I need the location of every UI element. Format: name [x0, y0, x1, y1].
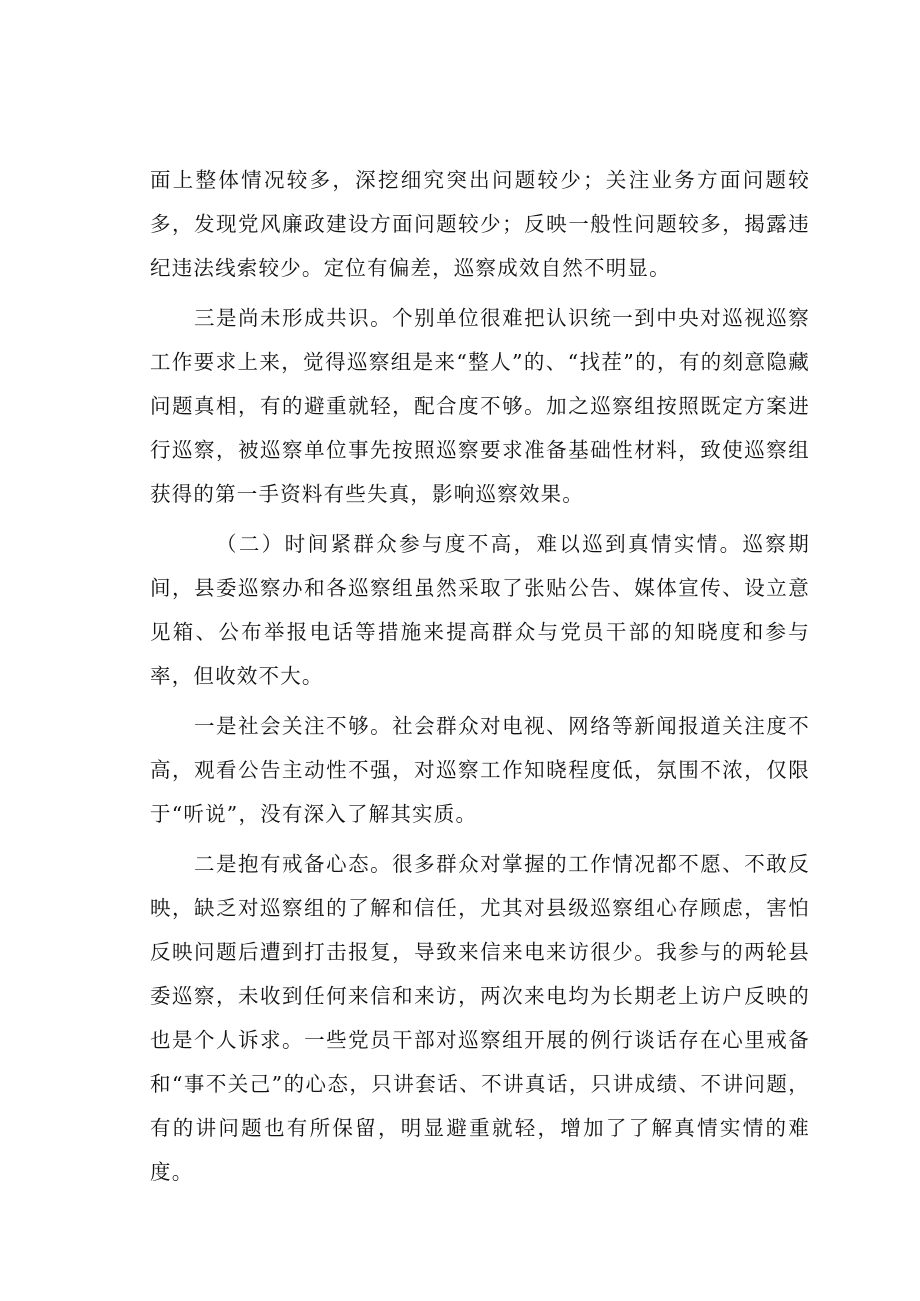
paragraph-5: 二是抱有戒备心态。很多群众对掌握的工作情况都不愿、不敢反映，缺乏对巡察组的了解和信任，尤其对县级巡察组心存顾虑，害怕反映问题后遭到打击报复，导致来信来电来访很少。我参与的两轮县委巡察，未收到任何来信和来访，两次来电均为长期老上访户反映的也是个人诉求。一些党员干部对巡察组开展的例行谈话存在心里戒备和“事不关己”的心态，只讲套话、不讲真话，只讲成绩、不讲问题，有的讲问题也有所保留，明显避重就轻，增加了了解真情实情的难度。	[150, 852, 810, 1184]
paragraph-3: （二）时间紧群众参与度不高，难以巡到真情实情。巡察期间，县委巡察办和各巡察组虽然采取了张贴公告、媒体宣传、设立意见箱、公布举报电话等措施来提高群众与党员干部的知晓度和参与率，但收效不大。	[150, 532, 810, 688]
paragraph-2: 三是尚未形成共识。个别单位很难把认识统一到中央对巡视巡察工作要求上来，觉得巡察组是来“整人”的、“找茬”的，有的刻意隐藏问题真相，有的避重就轻，配合度不够。加之巡察组按照既定方案进行巡察，被巡察单位事先按照巡察要求准备基础性材料，致使巡察组获得的第一手资料有些失真，影响巡察效果。	[150, 306, 810, 506]
paragraph-1: 面上整体情况较多，深挖细究突出问题较少；关注业务方面问题较多，发现党风廉政建设方面问题较少；反映一般性问题较多，揭露违纪违法线索较少。定位有偏差，巡察成效自然不明显。	[150, 168, 810, 280]
document-body	[150, 158, 810, 1200]
paragraph-4: 一是社会关注不够。社会群众对电视、网络等新闻报道关注度不高，观看公告主动性不强，对巡察工作知晓程度低，氛围不浓，仅限于“听说”，没有深入了解其实质。	[150, 714, 810, 826]
